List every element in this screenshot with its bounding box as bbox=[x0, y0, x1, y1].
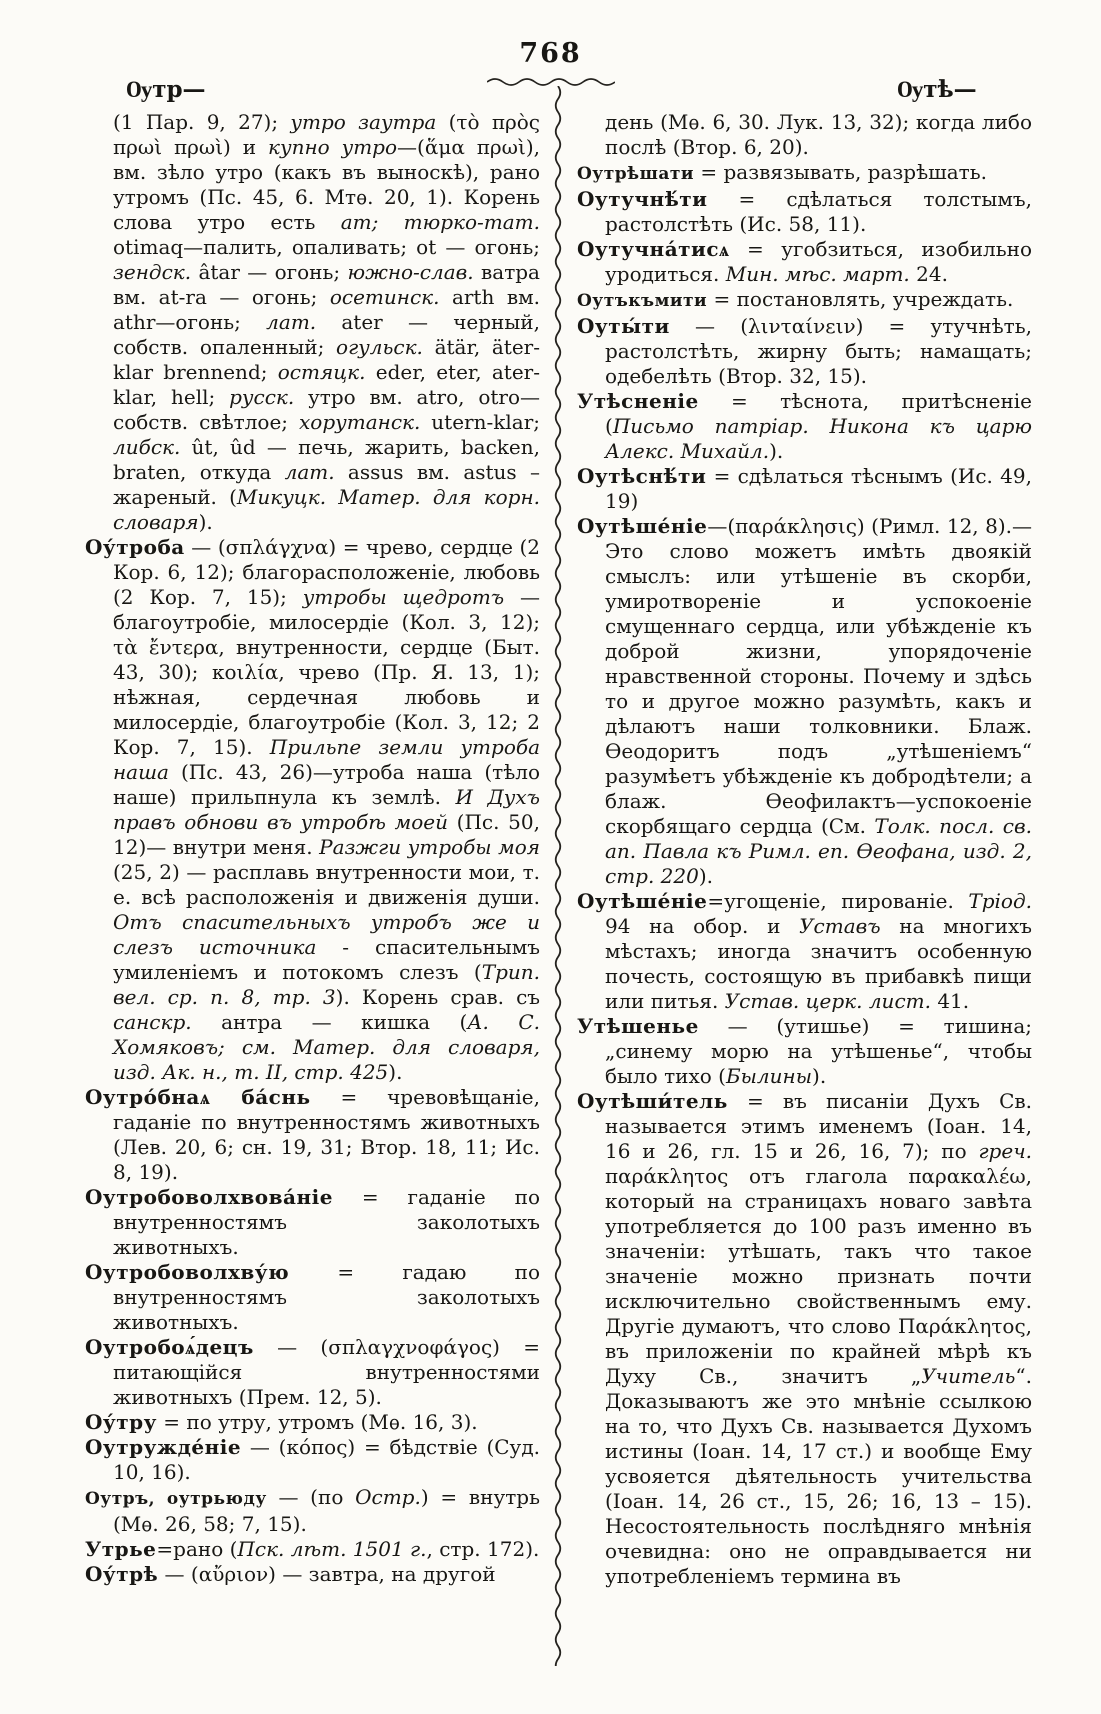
entry-headword: Оутучнѣ́ти bbox=[577, 187, 708, 211]
entry-headword: Оуты́ти bbox=[577, 314, 670, 338]
running-head-right: Ѹтѣ— bbox=[897, 76, 977, 103]
entry-body: =угощеніе, пированіе. Тріод. 94 на обор. и Уставъ на многихъ мѣстахъ; иногда значитъ особенную почесть, состоящую въ прибавкѣ пищи или питья. Устав. церк. лист. 41. bbox=[605, 889, 1032, 1013]
dictionary-entry bbox=[85, 1435, 540, 1485]
entry-headword: Оутробоволхву́ю bbox=[85, 1260, 290, 1284]
right-column bbox=[577, 110, 1032, 1589]
dictionary-entry bbox=[577, 187, 1032, 237]
entry-body: — (σπλάγχνα) = чрево, сердце (2 Кор. 6, 12); благорасположеніе, любовь (2 Кор. 7, 15); утробы щедротъ — благоутробіе, милосердіе (Кол. 3, 12); τὰ ἔντερα, внутренности, сердце (Быт. 43, 30); κοιλία, чрево (Пр. Я. 13, 1); нѣжная, сердечная любовь и милосердіе, благоутробіе (Кол. 3, 12; 2 Кор. 7, 15). Прильпе земли утроба наша (Пс. 43, 26)—утроба наша (тѣло наше) прильпнула къ землѣ. И Духъ правъ обнови въ утробѣ моей (Пс. 50, 12)— внутри меня. Разжги утробы моя (25, 2) — расплавь внутренности мои, т. е. всѣ расположенія и движенія души. Отъ спасительныхъ утробъ же и слезъ источника - спасительнымъ умиленіемъ и потокомъ слезъ (Трип. вел. ср. п. 8, тр. 3). Корень срав. съ санскр. антра — кишка (А. С. Хомяковъ; см. Матер. для словаря, изд. Ак. н., т. II, стр. 425). bbox=[113, 535, 541, 1084]
entry-body: — (σπλαγχνοφάγος) = питающійся внутренностями животныхъ (Прем. 12, 5). bbox=[113, 1335, 540, 1409]
dictionary-entry bbox=[85, 1485, 540, 1537]
dictionary-entry bbox=[85, 110, 540, 535]
entry-body: = постановлять, учреждать. bbox=[707, 287, 1014, 311]
entry-body: = гаданіе по внутренностямъ заколотыхъ животныхъ. bbox=[113, 1185, 540, 1259]
entry-body: — (утишье) = тишина; „синему морю на утѣшенье“, чтобы было тихо (Былины). bbox=[605, 1014, 1032, 1088]
entry-body: — (κόπος) = бѣдствіе (Суд. 10, 16). bbox=[113, 1435, 540, 1484]
dictionary-entry bbox=[577, 464, 1032, 514]
dictionary-entry bbox=[577, 287, 1032, 314]
left-column bbox=[85, 110, 540, 1587]
dictionary-entry bbox=[577, 514, 1032, 889]
entry-headword: Оутробоволхвова́ніе bbox=[85, 1185, 333, 1209]
entry-body: — (λινταίνειν) = утучнѣть, растолстѣть, жирну быть; намащать; одебелѣть (Втор. 32, 15). bbox=[605, 314, 1032, 388]
entry-headword: Оутѣше́ніе bbox=[577, 889, 708, 913]
dictionary-entry bbox=[577, 1014, 1032, 1089]
page-number: 768 bbox=[519, 38, 582, 69]
dictionary-entry bbox=[577, 889, 1032, 1014]
running-head-left: Ѹтр— bbox=[126, 76, 206, 103]
page-number-rule-line bbox=[487, 79, 615, 85]
dictionary-entry bbox=[85, 1562, 540, 1587]
dictionary-entry bbox=[85, 1335, 540, 1410]
dictionary-entry bbox=[85, 1085, 540, 1185]
entry-headword: Оутружде́ніе bbox=[85, 1435, 242, 1459]
entry-body: = сдѣлаться тѣснымъ (Ис. 49, 19) bbox=[605, 464, 1032, 513]
dictionary-entry bbox=[85, 1260, 540, 1335]
entry-headword: Оутѣснѣ́ти bbox=[577, 464, 707, 488]
entry-headword: Оутробоѧ́децъ bbox=[85, 1335, 254, 1359]
entry-body: (1 Пар. 9, 27); утро заутра (τὸ πρὸς πρωὶ πρωὶ) и купно утро—(ἅμα πρωὶ), вм. зѣло утро (какъ въ выноскѣ), рано утромъ (Пс. 45, 6. Мтѳ. 20, 1). Корень слова утро есть ат; тюрко-тат. otimaq—палить, опаливать; ot — огонь; зендск. âtar — огонь; южно-слав. ватра вм. at-ra — огонь; осетинск. arth вм. athr—огонь; лат. ater — черный, собств. опаленный; огульск. ätär, äter-klar brennend; остяцк. eder, eter, ater-klar, hell; русск. утро вм. atro, otro—собств. свѣтлое; хорутанск. utern-klar; либск. ût, ûd — печь, жарить, backen, braten, откуда лат. assus вм. astus – жареный. (Микуцк. Матер. для корн. словаря). bbox=[113, 110, 540, 534]
dictionary-entry bbox=[577, 237, 1032, 287]
entry-body: — (по Остр.) = внутрь (Мѳ. 26, 58; 7, 15). bbox=[113, 1485, 540, 1536]
entry-headword: Оутро́бнаѧ ба́снь bbox=[85, 1085, 311, 1109]
dictionary-entry bbox=[85, 1185, 540, 1260]
entry-body: = развязывать, разрѣшать. bbox=[694, 160, 987, 184]
entry-headword: Оутръ, оутрьюду bbox=[85, 1489, 267, 1509]
entry-headword: Утѣсненіе bbox=[577, 389, 699, 413]
entry-headword: Оутучна́тисѧ bbox=[577, 237, 730, 261]
dictionary-entry bbox=[85, 1410, 540, 1435]
entry-body: день (Мѳ. 6, 30. Лук. 13, 32); когда либо послѣ (Втор. 6, 20). bbox=[605, 110, 1032, 159]
entry-headword: Оутрѣшати bbox=[577, 164, 694, 184]
entry-headword: Оутѣше́ніе bbox=[577, 514, 708, 538]
entry-headword: Оу́троба bbox=[85, 535, 185, 559]
column-divider-path bbox=[556, 86, 561, 1666]
entry-body: = сдѣлаться толстымъ, растолстѣть (Ис. 58, 11). bbox=[605, 187, 1032, 236]
entry-headword: Оутъкъмити bbox=[577, 291, 708, 311]
entry-headword: Утѣшенье bbox=[577, 1014, 699, 1038]
entry-headword: Оу́тру bbox=[85, 1410, 157, 1434]
entry-headword: Оу́трѣ bbox=[85, 1562, 159, 1586]
entry-headword: Оутѣши́тель bbox=[577, 1089, 728, 1113]
entry-body: = по утру, утромъ (Мѳ. 16, 3). bbox=[156, 1410, 478, 1434]
entry-body: = тѣснота, притѣсненіе (Письмо патріар. Никона къ царю Алекс. Михайл.). bbox=[605, 389, 1032, 463]
column-divider bbox=[551, 86, 565, 1666]
dictionary-entry bbox=[577, 110, 1032, 160]
entry-body: =рано (Пск. лѣт. 1501 г., стр. 172). bbox=[156, 1537, 540, 1561]
entry-body: — (αὔριον) — завтра, на другой bbox=[158, 1562, 496, 1586]
dictionary-entry bbox=[85, 535, 540, 1085]
entry-body: = угобзиться, изобильно уродиться. Мин. мѣс. март. 24. bbox=[605, 237, 1032, 286]
dictionary-entry bbox=[577, 1089, 1032, 1589]
dictionary-entry bbox=[85, 1537, 540, 1562]
dictionary-entry bbox=[577, 389, 1032, 464]
dictionary-entry bbox=[577, 314, 1032, 389]
entry-body: = гадаю по внутренностямъ заколотыхъ животныхъ. bbox=[113, 1260, 540, 1334]
dictionary-entry bbox=[577, 160, 1032, 187]
entry-body: —(παράκλησις) (Римл. 12, 8).— Это слово можетъ имѣть двоякій смыслъ: или утѣшеніе въ скорби, умиротвореніе и успокоеніе смущеннаго сердца, или убѣжденіе къ доброй жизни, упорядоченіе нравственной стороны. Почему и здѣсь то и другое можно разумѣть, какъ и дѣлаютъ наши толковники. Блаж. Ѳеодоритъ подъ „утѣшеніемъ“ разумѣетъ убѣжденіе къ добродѣтели; а блаж. Ѳеофилактъ—успокоеніе скорбящаго сердца (См. Толк. посл. св. ап. Павла къ Римл. еп. Ѳеофана, изд. 2, стр. 220). bbox=[605, 514, 1032, 888]
entry-body: = въ писаніи Духъ Св. называется этимъ именемъ (Іоан. 14, 16 и 26, гл. 15 и 26, 16, 7); по греч. παράκλητος отъ глагола παρακαλέω, который на страницахъ новаго завѣта употребляется до 100 разъ именно въ значеніи: утѣшать, такъ что такое значеніе можно признать почти исключительно свойственнымъ ему. Другіе думаютъ, что слово Παράκλητος, въ приложеніи по крайней мѣрѣ къ Духу Св., значитъ „Учитель“. Доказываютъ же это мнѣніе ссылкою на то, что Духъ Св. называется Духомъ истины (Іоан. 14, 17 ст.) и вообще Ему усвояется дѣятельность учительства (Іоан. 14, 26 ст., 15, 26; 16, 13 – 15). Несостоятельность послѣдняго мнѣнія очевидна: оно не оправдывается ни употребленіемъ термина въ bbox=[605, 1089, 1032, 1588]
entry-headword: Утрье bbox=[85, 1537, 157, 1561]
entry-body: = чревовѣщаніе, гаданіе по внутренностямъ животныхъ (Лев. 20, 6; сн. 19, 31; Втор. 18, 11; Ис. 8, 19). bbox=[113, 1085, 540, 1184]
